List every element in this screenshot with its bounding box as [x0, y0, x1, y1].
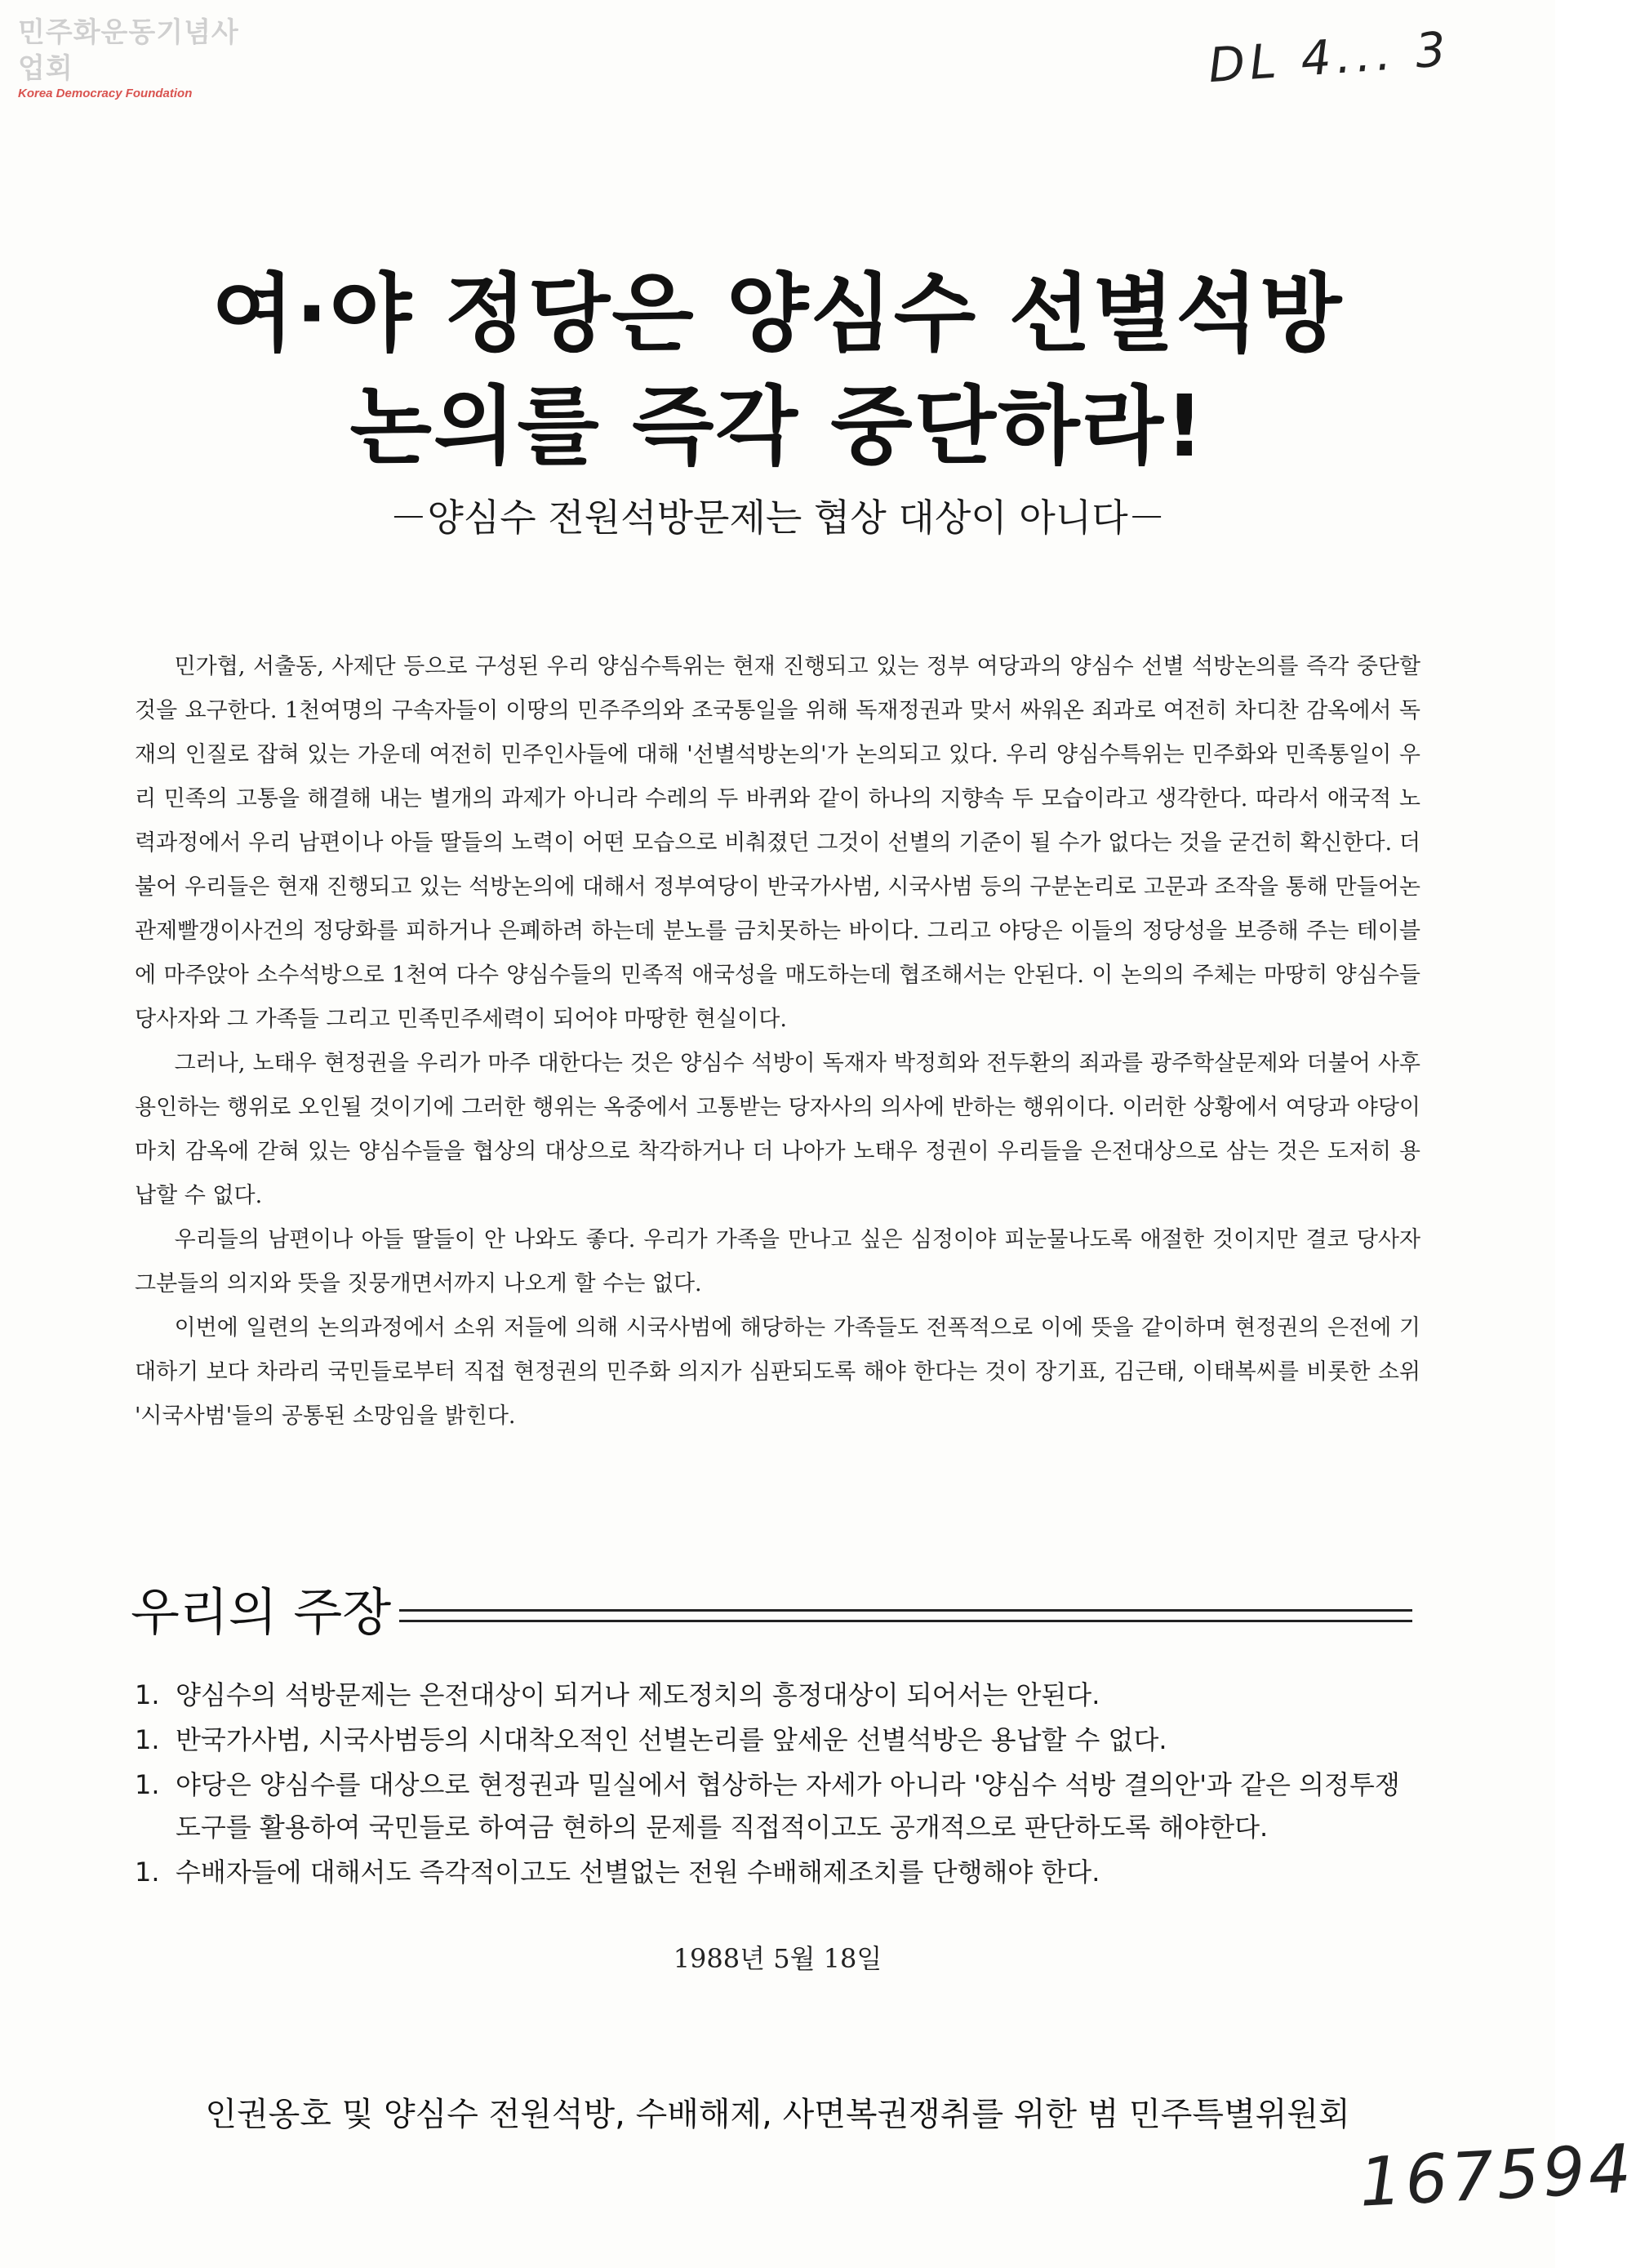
issue-date: 1988년 5월 18일 [673, 1943, 882, 1974]
claim-text: 양심수의 석방문제는 은전대상이 되거나 제도정치의 흥정대상이 되어서는 안된다. [176, 1679, 1100, 1710]
statement-body [135, 645, 1420, 1439]
claim-number: 1. [135, 1769, 160, 1800]
claims-heading-block [131, 1580, 1412, 1645]
subheadline: －양심수 전원석방문제는 협상 대상이 아니다－ [389, 496, 1166, 540]
body-paragraph: 우리들의 남편이나 아들 딸들이 안 나와도 좋다. 우리가 가족을 만나고 싶은 심정이야 피눈물나도록 애절한 것이지만 결코 당사자 그분들의 의지와 뜻을 짓뭉개면서까지 나오게 할 수는 없다. [135, 1227, 1420, 1296]
body-paragraph: 이번에 일련의 논의과정에서 소위 저들에 의해 시국사범에 해당하는 가족들도 전폭적으로 이에 뜻을 같이하며 현정권의 은전에 기대하기 보다 차라리 국민들로부터 직접 현정권의 민주화 의지가 심판되도록 해야 한다는 것이 장기표, 김근태, 이태복씨를 비롯한 소위 '시국사범'들의 공통된 소망임을 밝힌다. [135, 1315, 1420, 1429]
foundation-watermark [18, 15, 255, 101]
claim-text: 수배자들에 대해서도 즉각적이고도 선별없는 전원 수배해제조치를 단행해야 한다. [176, 1857, 1100, 1888]
body-paragraph: 그러나, 노태우 현정권을 우리가 마주 대한다는 것은 양심수 석방이 독재자 박정희와 전두환의 죄과를 광주학살문제와 더불어 사후 용인하는 행위로 오인될 것이기에 그러한 행위는 옥중에서 고통받는 당자사의 의사에 반하는 행위이다. 이러한 상황에서 여당과 야당이 마치 감옥에 갇혀 있는 양심수들을 협상의 대상으로 착각하거나 더 나아가 노태우 정권이 우리들을 은전대상으로 삼는 것은 도저히 용납할 수 없다. [135, 1051, 1420, 1208]
headline-line-2: 논의를 즉각 중단하라! [349, 376, 1206, 476]
claim-item [135, 1763, 1420, 1848]
watermark-korean: 민주화운동기념사업회 [18, 16, 239, 85]
claim-item [135, 1851, 1420, 1893]
watermark-english: Korea Democracy Foundation [18, 87, 193, 100]
handwritten-document-number: 167594 [1357, 2130, 1636, 2222]
issuing-organization: 인권옹호 및 양심수 전원석방, 수배해제, 사면복권쟁취를 위한 범 민주특별위원회 [205, 2096, 1350, 2133]
headline-line-1: 여·야 정당은 양심수 선별석방 [211, 264, 1344, 363]
body-paragraph: 민가협, 서출동, 사제단 등으로 구성된 우리 양심수특위는 현재 진행되고 있는 정부 여당과의 양심수 선별 석방논의를 즉각 중단할 것을 요구한다. 1천여명의 구속자들이 이땅의 민주주의와 조국통일을 위해 독재정권과 맞서 싸워온 죄과로 여전히 차디찬 감옥에서 독재의 인질로 잡혀 있는 가운데 여전히 민주인사들에 대해 '선별석방논의'가 논의되고 있다. 우리 양심수특위는 민주화와 민족통일이 우리 민족의 고통을 해결해 내는 별개의 과제가 아니라 수레의 두 바퀴와 같이 하나의 지향속 두 모습이라고 생각한다. 따라서 애국적 노력과정에서 우리 남편이나 아들 딸들의 노력이 어떤 모습으로 비춰졌던 그것이 선별의 기준이 될 수가 없다는 것을 굳건히 확신한다. 더불어 우리들은 현재 진행되고 있는 석방논의에 대해서 정부여당이 반국가사범, 시국사범 등의 구분논리로 고문과 조작을 통해 만들어논 관제빨갱이사건의 정당화를 피하거나 은폐하려 하는데 분노를 금치못하는 바이다. 그리고 야당은 이들의 정당성을 보증해 주는 테이블에 마주앉아 소수석방으로 1천여 다수 양심수들의 민족적 애국성을 매도하는데 협조해서는 안된다. 이 논의의 주체는 마땅히 양심수들 당사자와 그 가족들 그리고 민족민주세력이 되어야 마땅한 현실이다. [135, 654, 1420, 1032]
claim-text: 야당은 양심수를 대상으로 현정권과 밀실에서 협상하는 자세가 아니라 '양심수 석방 결의안'과 같은 의정투쟁도구를 활용하여 국민들로 하여금 현하의 문제를 직접적이고도 공개적으로 판단하도록 해야한다. [176, 1769, 1400, 1843]
claim-item [135, 1719, 1420, 1761]
claims-list [135, 1674, 1420, 1896]
claim-text: 반국가사범, 시국사범등의 시대착오적인 선별논리를 앞세운 선별석방은 용납할 수 없다. [176, 1724, 1167, 1755]
claim-number: 1. [135, 1679, 160, 1710]
claim-item [135, 1674, 1420, 1716]
claim-number: 1. [135, 1724, 160, 1755]
claims-heading: 우리의 주장 [131, 1580, 399, 1645]
double-rule-divider [376, 1609, 1412, 1622]
claim-number: 1. [135, 1857, 160, 1888]
handwritten-archive-mark: DL 4... 3 [1206, 20, 1452, 94]
